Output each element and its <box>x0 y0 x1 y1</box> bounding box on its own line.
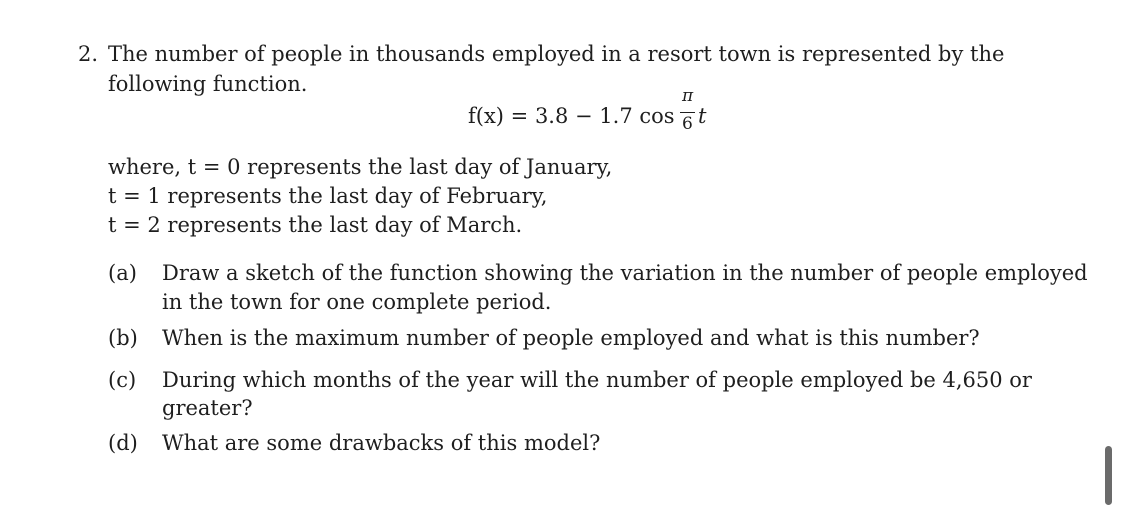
part-b-line-1: When is the maximum number of people employed and what is this number? <box>162 326 980 350</box>
fraction-bar <box>680 112 695 113</box>
part-c-line-2: greater? <box>162 396 253 420</box>
formula-numerator: π <box>682 86 694 106</box>
formula-denominator: 6 <box>682 114 693 134</box>
part-a-line-2: in the town for one complete period. <box>162 290 552 314</box>
formula-lhs: f(x) = 3.8 − 1.7 cos <box>468 104 675 128</box>
where-line-1: where, t = 0 represents the last day of January, <box>108 155 613 179</box>
where-line-2: t = 1 represents the last day of February, <box>108 184 548 208</box>
part-a-line-1: Draw a sketch of the function showing the variation in the number of people employed <box>162 261 1088 285</box>
formula-variable: t <box>698 104 707 128</box>
part-c-label: (c) <box>108 368 137 392</box>
question-number: 2. <box>78 42 99 66</box>
part-c-line-1: During which months of the year will the number of people employed be 4,650 or <box>162 368 1032 392</box>
part-d-line-1: What are some drawbacks of this model? <box>162 431 601 455</box>
part-a-label: (a) <box>108 261 137 285</box>
where-line-3: t = 2 represents the last day of March. <box>108 213 523 237</box>
question-intro-line-1: The number of people in thousands employed in a resort town is represented by the <box>108 42 1005 66</box>
question-intro-line-2: following function. <box>108 72 308 96</box>
function-formula <box>468 86 728 156</box>
part-b-label: (b) <box>108 326 138 350</box>
part-d-label: (d) <box>108 431 138 455</box>
scrollbar-thumb[interactable] <box>1105 446 1112 505</box>
